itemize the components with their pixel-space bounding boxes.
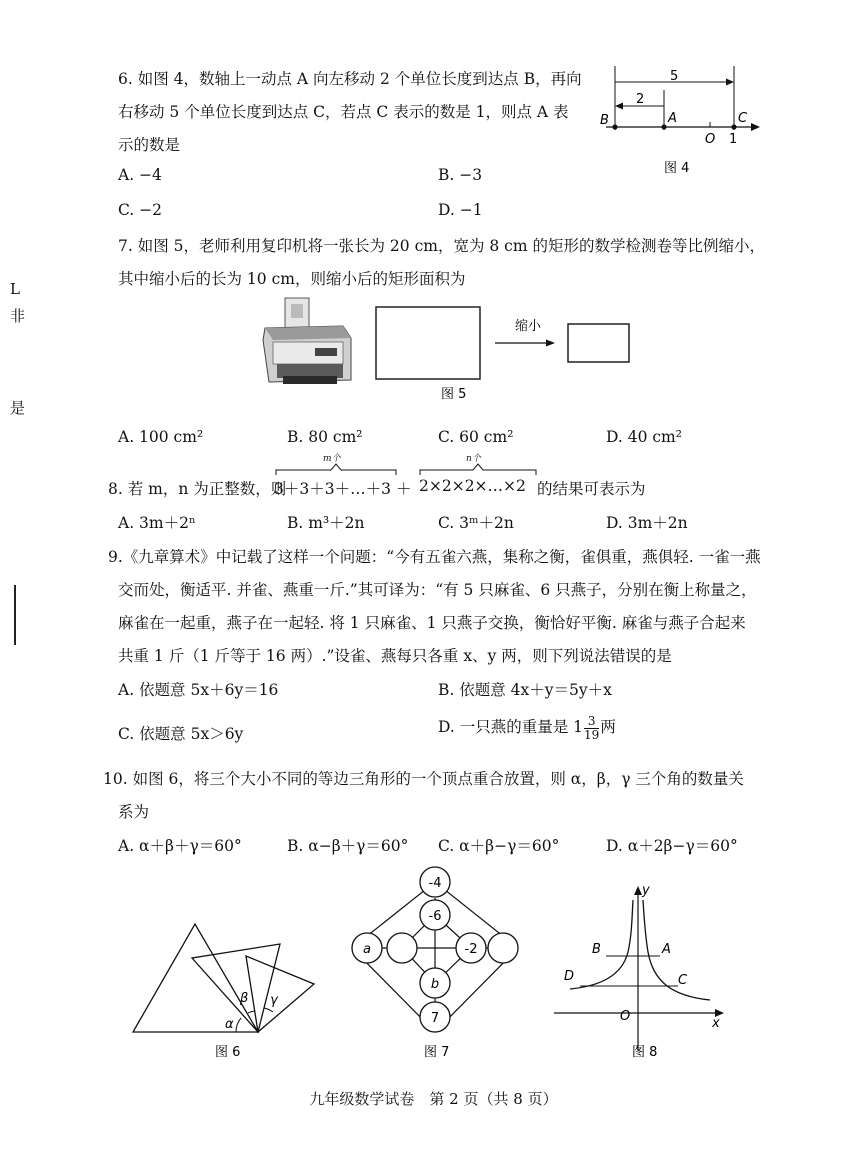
node-upper-value: -6 [428,909,442,924]
q7-option-d: D. 40 cm² [606,428,682,446]
angle-alpha: α [225,1017,234,1032]
fig7-caption: 图 7 [424,1045,450,1060]
q8-option-c: C. 3ᵐ＋2n [438,514,514,532]
fig4-point-c: C [738,111,748,126]
fig4-len2: 2 [636,92,645,107]
q8-suffix: 的结果可表示为 [537,480,646,498]
fig4-point-a: A [668,111,677,126]
q10-option-b: B. α−β＋γ＝60° [287,837,409,855]
node-left [352,933,382,963]
node-upper [420,900,450,930]
figure-8-graph [550,880,730,1065]
node-top [420,867,450,897]
q6-line2: 右移动 5 个单位长度到达点 C，若点 C 表示的数是 1，则点 A 表 [118,103,569,121]
angle-beta: β [240,991,249,1006]
fig8-x-axis: x [712,1016,720,1031]
q6-option-d: D. −1 [438,201,483,219]
figure-6-triangles [128,920,328,1065]
q8-option-a: A. 3m＋2ⁿ [118,514,196,532]
fig8-point-d: D [564,969,575,984]
margin-mark-1: L [10,280,20,298]
figure-5 [255,296,645,406]
fig6-caption: 图 6 [215,1045,241,1060]
node-inner-left [387,933,417,963]
node-right-value: -2 [464,942,478,957]
copier-icon [263,298,351,384]
q6-line3: 示的数是 [118,136,181,154]
q7-line1: 7. 如图 5，老师利用复印机将一张长为 20 cm，宽为 8 cm 的矩形的数学检测卷等比例缩小， [118,237,765,255]
fraction-numerator: 3 [584,715,599,729]
q9-line3: 麻雀在一起重，燕子在一起轻. 将 1 只麻雀、1 只燕子交换，衡恰好平衡. 麻雀与燕子合起来 [118,614,746,632]
margin-mark-3: 是 [10,399,26,417]
q9-option-c: C. 依题意 5x＞6y [118,725,244,743]
fig8-caption: 图 8 [632,1045,658,1060]
fig8-origin: O [620,1009,631,1024]
q10-option-d: D. α＋2β−γ＝60° [606,837,738,855]
q9-line1: 9.《九章算术》中记载了这样一个问题：“今有五雀六燕，集称之衡，雀俱重，燕俱轻. 一雀一燕 [108,548,761,566]
node-bottom [420,1002,450,1032]
fraction-denominator: 19 [584,727,600,742]
q8-plus: ＋ [396,480,412,498]
fig4-len5: 5 [670,69,679,84]
q9-option-d-suffix: 两 [600,718,616,736]
q10-option-c: C. α＋β−γ＝60° [438,837,560,855]
node-bottom-value: 7 [430,1011,440,1026]
q6-option-b: B. −3 [438,166,483,184]
q10-option-a: A. α＋β＋γ＝60° [118,837,242,855]
brace-n-label: n个 [466,454,481,464]
page-footer: 九年级数学试卷 第 2 页（共 8 页） [309,1090,558,1108]
q9-option-d [438,712,616,742]
q6-option-a: A. −4 [118,166,162,184]
q7-option-a: A. 100 cm² [118,428,204,446]
fig4-origin: O [705,132,716,147]
brace-n [419,454,537,476]
fig8-point-c: C [678,973,688,988]
fig5-caption: 图 5 [441,387,467,402]
q8-option-b: B. m³＋2n [287,514,365,532]
fig4-one: 1 [729,132,738,147]
q9-option-d-fraction [584,715,599,742]
fig4-point-b: B [600,113,609,128]
q9-option-d-prefix: D. 一只燕的重量是 1 [438,718,584,736]
fig8-y-axis: y [642,883,650,898]
node-left-value: a [363,942,371,957]
margin-mark-2: 非 [10,307,26,325]
q8-expr-m: 3＋3＋3＋…＋3 [274,480,391,498]
q10-line2: 系为 [118,803,150,821]
brace-m [275,454,397,476]
large-rectangle [376,307,480,379]
q8-option-d: D. 3m＋2n [606,514,688,532]
q8-prefix: 8. 若 m，n 为正整数，则 [108,480,287,498]
q7-option-b: B. 80 cm² [287,428,363,446]
q10-line1: 10. 如图 6，将三个大小不同的等边三角形的一个顶点重合放置，则 α，β，γ 三个角的数量关 [103,770,744,788]
margin-bar [14,585,16,645]
q9-line2: 交而处，衡适平. 并雀、燕重一斤.”其可译为：“有 5 只麻雀、6 只燕子，分别在衡上称量之， [118,581,757,599]
small-rectangle [568,324,629,362]
angle-gamma: γ [270,993,278,1008]
q9-line4: 共重 1 斤（1 斤等于 16 两）.”设雀、燕每只各重 x、y 两，则下列说法错误的是 [118,647,672,665]
node-lower-value: b [430,977,440,992]
q9-option-a: A. 依题意 5x＋6y＝16 [118,681,279,699]
q7-option-c: C. 60 cm² [438,428,514,446]
brace-m-label: m个 [323,454,341,464]
q7-line2: 其中缩小后的长为 10 cm，则缩小后的矩形面积为 [118,270,466,288]
q6-line1: 6. 如图 4，数轴上一动点 A 向左移动 2 个单位长度到达点 B，再向 [118,70,582,88]
shrink-label: 缩小 [515,319,542,334]
node-right [488,933,518,963]
q8-expr-n: 2×2×2×…×2 [419,477,526,495]
figure-4-number-line [596,60,766,180]
q9-option-b: B. 依题意 4x＋y＝5y＋x [438,681,612,699]
fig8-point-a: A [662,942,671,957]
node-inner-right [456,933,486,963]
q6-option-c: C. −2 [118,201,163,219]
fig4-caption: 图 4 [664,161,690,176]
fig8-point-b: B [592,942,601,957]
figure-7-diagram [340,860,530,1065]
node-lower [420,968,450,998]
node-top-value: -4 [428,876,442,891]
